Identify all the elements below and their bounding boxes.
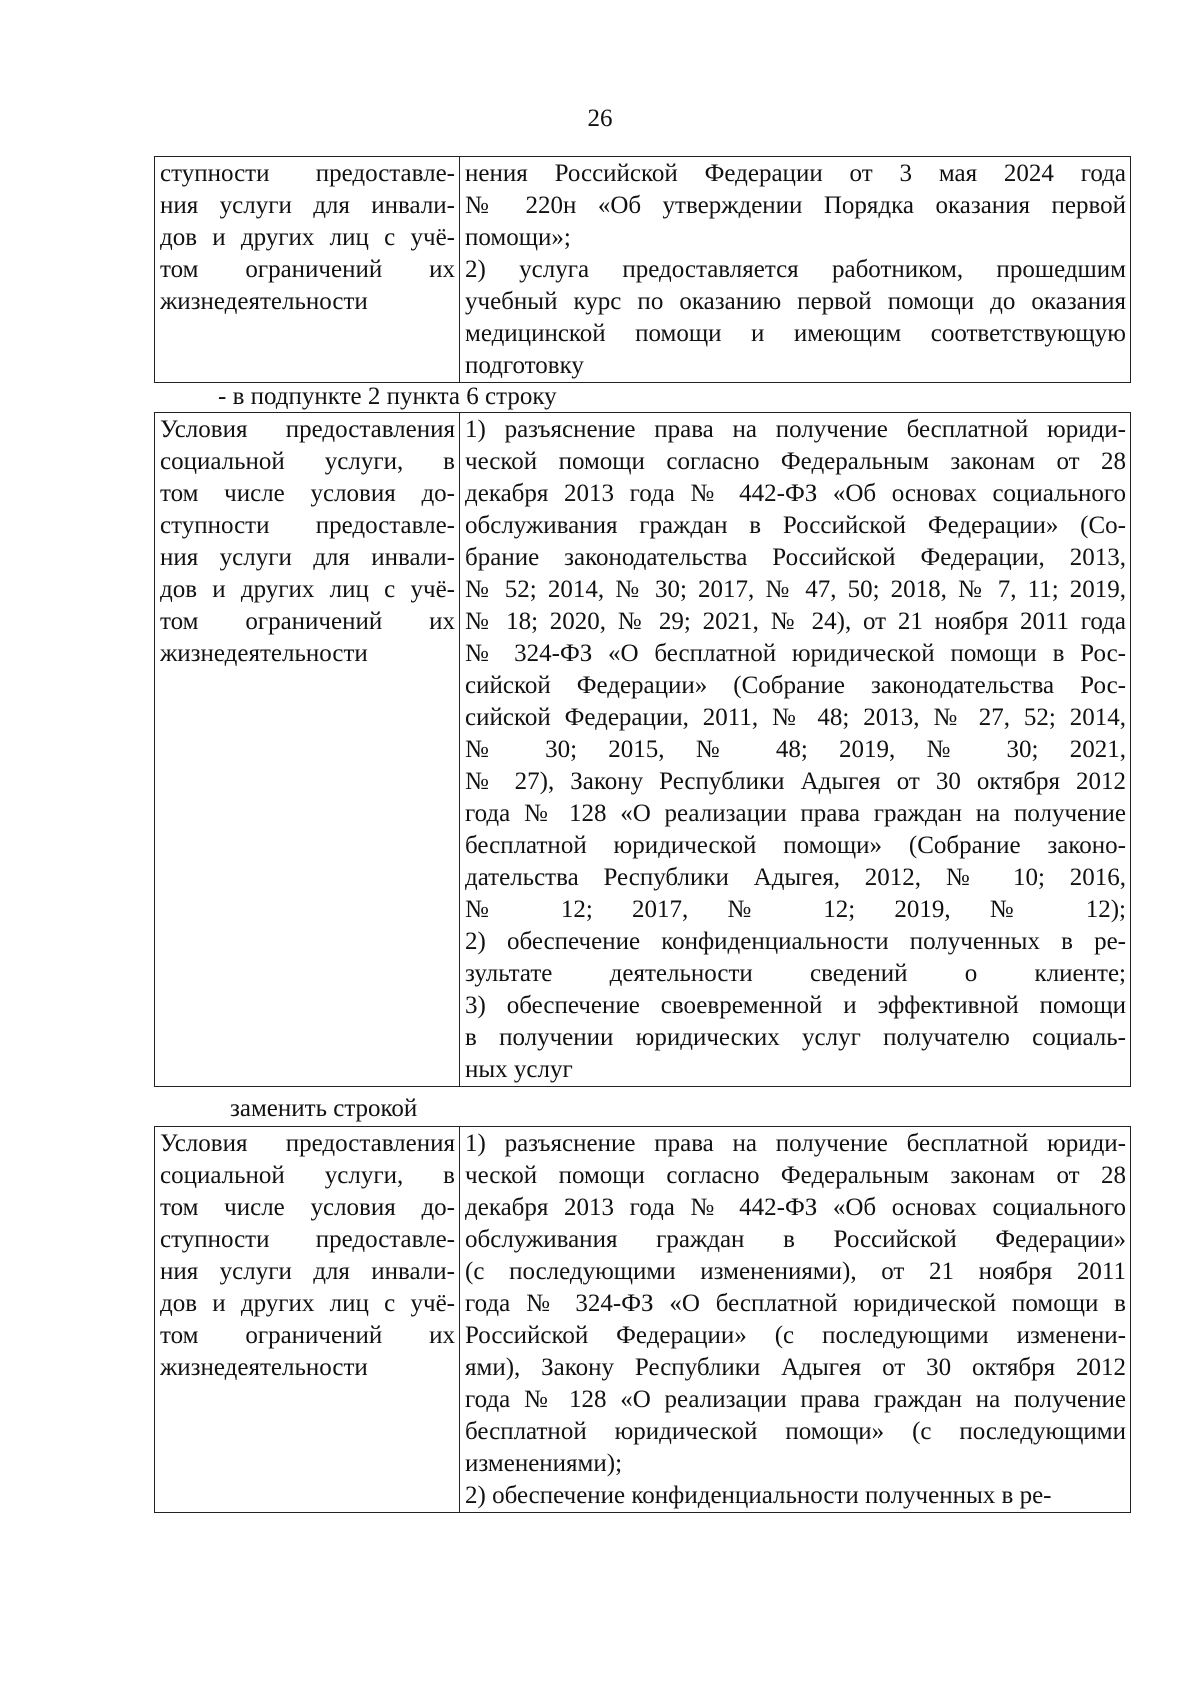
row-content-lines — [465, 414, 1126, 1086]
row-label-lines — [160, 1128, 455, 1384]
text-line: сийской Федерации» (Собрание законодательства Рос- — [465, 672, 1126, 699]
row-content-cell — [460, 157, 1131, 383]
text-line: ных услуг — [465, 1056, 573, 1083]
row-content-lines — [465, 1128, 1126, 1512]
row-label-cell — [155, 413, 460, 1087]
text-line: ступности предоставле- — [160, 512, 455, 539]
text-line: декабря 2013 года № 442-ФЗ «Об основах социального — [465, 480, 1126, 507]
text-line: том числе условия до- — [160, 1194, 455, 1221]
text-line: дов и других лиц с учё- — [160, 224, 455, 251]
text-line: ями), Закону Республики Адыгея от 30 октября 2012 — [465, 1354, 1126, 1381]
text-line: 2) обеспечение конфиденциальности полученных в ре- — [465, 928, 1126, 955]
text-line: помощи»; — [465, 224, 571, 251]
table-new-row — [154, 1126, 1131, 1513]
text-line: том ограничений их — [160, 256, 455, 283]
text-line: ния услуги для инвали- — [160, 192, 455, 219]
text-line: ния услуги для инвали- — [160, 544, 455, 571]
text-line: (с последующими изменениями), от 21 ноября 2011 — [465, 1258, 1126, 1285]
table-row — [155, 1127, 1131, 1513]
text-line: том числе условия до- — [160, 480, 455, 507]
text-line: № 18; 2020, № 29; 2021, № 24), от 21 ноября 2011 года — [465, 608, 1126, 635]
text-line: дательства Республики Адыгея, 2012, № 10; 2016, — [465, 864, 1126, 891]
text-line: 2) услуга предоставляется работником, прошедшим — [465, 256, 1126, 283]
text-line: № 52; 2014, № 30; 2017, № 47, 50; 2018, № 7, 11; 2019, — [465, 576, 1126, 603]
text-line: том ограничений их — [160, 608, 455, 635]
text-line: изменениями); — [465, 1450, 623, 1477]
text-line: обслуживания граждан в Российской Федерации» (Со- — [465, 512, 1126, 539]
text-line: жизнедеятельности — [160, 640, 368, 667]
text-line: том ограничений их — [160, 1322, 455, 1349]
text-line: ческой помощи согласно Федеральным законам от 28 — [465, 1162, 1126, 1189]
text-line: 1) разъяснение права на получение бесплатной юриди- — [465, 416, 1126, 443]
row-content-lines — [465, 158, 1126, 382]
text-line: бесплатной юридической помощи» (с последующими — [465, 1418, 1126, 1445]
table-old-row — [154, 412, 1131, 1087]
text-line: бесплатной юридической помощи» (Собрание законо- — [465, 832, 1126, 859]
text-line: в получении юридических услуг получателю социаль- — [465, 1024, 1126, 1051]
text-line: ступности предоставле- — [160, 160, 455, 187]
text-line: 2) обеспечение конфиденциальности полученных в ре- — [465, 1482, 1052, 1509]
text-line: № 324-ФЗ «О бесплатной юридической помощи в Рос- — [465, 640, 1126, 667]
text-line: брание законодательства Российской Федерации, 2013, — [465, 544, 1126, 571]
row-content-cell — [460, 1127, 1131, 1513]
text-line: Российской Федерации» (с последующими изменени- — [465, 1322, 1126, 1349]
text-line: зультате деятельности сведений о клиенте; — [465, 960, 1126, 987]
text-line: социальной услуги, в — [160, 448, 455, 475]
table-row — [155, 157, 1131, 383]
row-content-cell — [460, 413, 1131, 1087]
text-line: социальной услуги, в — [160, 1162, 455, 1189]
row-label-cell — [155, 1127, 460, 1513]
row-label-lines — [160, 158, 455, 318]
text-line: нения Российской Федерации от 3 мая 2024 года — [465, 160, 1126, 187]
text-line: сийской Федерации, 2011, № 48; 2013, № 27, 52; 2014, — [465, 704, 1126, 731]
text-line: года № 128 «О реализации права граждан на получение — [465, 800, 1126, 827]
page-number: 26 — [587, 105, 613, 132]
text-line: № 220н «Об утверждении Порядка оказания первой — [465, 192, 1126, 219]
table-continued-row — [154, 156, 1131, 383]
row-label-lines — [160, 414, 455, 670]
text-line: ческой помощи согласно Федеральным законам от 28 — [465, 448, 1126, 475]
row-label-cell — [155, 157, 460, 383]
text-line: года № 128 «О реализации права граждан на получение — [465, 1386, 1126, 1413]
text-line: № 27), Закону Республики Адыгея от 30 октября 2012 — [465, 768, 1126, 795]
text-line: № 12; 2017, № 12; 2019, № 12); — [465, 896, 1126, 923]
text-line: 1) разъяснение права на получение бесплатной юриди- — [465, 1130, 1126, 1157]
text-line: года № 324-ФЗ «О бесплатной юридической помощи в — [465, 1290, 1126, 1317]
text-line: Условия предоставления — [160, 416, 455, 443]
text-line: жизнедеятельности — [160, 1354, 368, 1381]
text-line: подготовку — [465, 352, 584, 379]
text-line: обслуживания граждан в Российской Федерации» — [465, 1226, 1126, 1253]
text-line: дов и других лиц с учё- — [160, 1290, 455, 1317]
text-line: Условия предоставления — [160, 1130, 455, 1157]
table-row — [155, 413, 1131, 1087]
text-line: медицинской помощи и имеющим соответствующую — [465, 320, 1126, 347]
amendment-caption-replace-from: - в подпункте 2 пункта 6 строку — [218, 383, 557, 410]
text-line: ния услуги для инвали- — [160, 1258, 455, 1285]
amendment-caption-replace-with: заменить строкой — [230, 1095, 418, 1122]
text-line: жизнедеятельности — [160, 288, 368, 315]
text-line: дов и других лиц с учё- — [160, 576, 455, 603]
text-line: учебный курс по оказанию первой помощи до оказания — [465, 288, 1126, 315]
text-line: 3) обеспечение своевременной и эффективной помощи — [465, 992, 1126, 1019]
text-line: № 30; 2015, № 48; 2019, № 30; 2021, — [465, 736, 1126, 763]
text-line: ступности предоставле- — [160, 1226, 455, 1253]
text-line: декабря 2013 года № 442-ФЗ «Об основах социального — [465, 1194, 1126, 1221]
